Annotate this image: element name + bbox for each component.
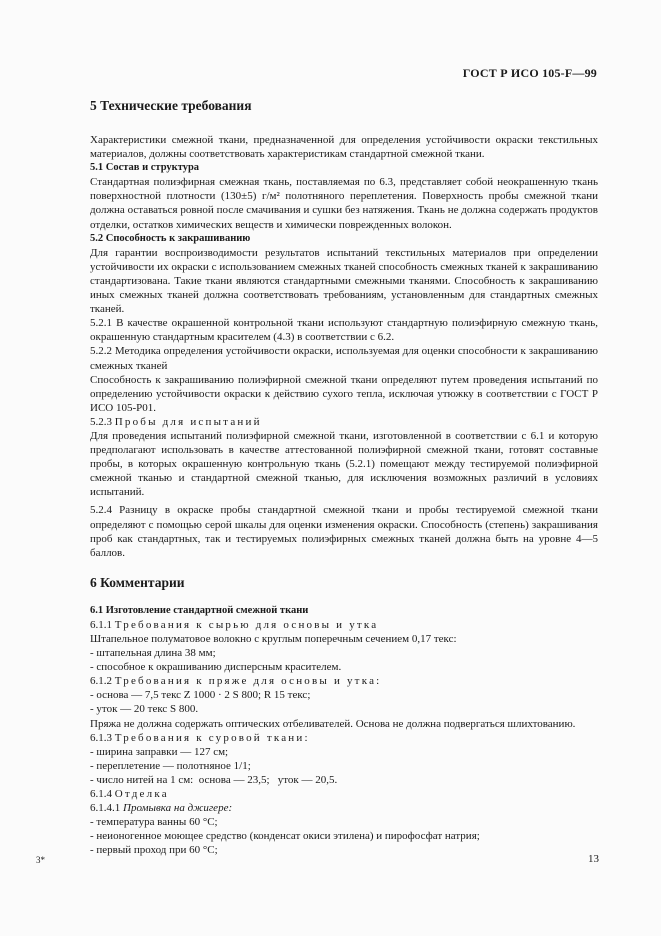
list-item: - уток — 20 текс S 800. (90, 703, 199, 716)
section-5-title: 5 Технические требования (90, 98, 252, 113)
page-number: 13 (588, 853, 599, 865)
section-5-2-3-heading (90, 415, 598, 429)
section-6-1-3-number: 6.1.3 (90, 731, 112, 744)
section-5-2-2: 5.2.2 Методика определения устойчивости окраски, используемая для оценки способности к закрашиванию смежных тканей (90, 345, 598, 372)
section-6-1-1-title: Требования к сырью для основы и утка (114, 618, 379, 631)
section-6-title: 6 Комментарии (90, 574, 185, 590)
section-6-1-3-title: Требования к суровой ткани: (114, 731, 310, 744)
section-6-1-4-number: 6.1.4 (90, 788, 112, 801)
document-header: ГОСТ Р ИСО 105-F—99 (462, 66, 597, 80)
section-5-2-1: 5.2.1 В качестве окрашенной контрольной ткани используют стандартную полиэфирную смежную ткань, окрашенную стандартным красителем (4.3) в соответствии с 6.2. (90, 317, 598, 344)
section-6-1-2-number: 6.1.2 (90, 675, 112, 688)
footer-mark: 3* (36, 855, 45, 865)
section-5-2-title: 5.2 Способность к закрашиванию (90, 232, 251, 244)
section-5-2-4: 5.2.4 Разницу в окраске пробы стандартной смежной ткани и пробы тестируемой смежной ткани определяют с помощью серой шкалы для оценки изменения окраски. Способность (степень) закрашивания проб как стандартных, так и тестируемых полиэфирных смежных тканей должна быть на уровне 4—5 баллов. (90, 504, 598, 559)
section-5-1-text: Стандартная полиэфирная смежная ткань, поставляемая по 6.3, представляет собой неокрашенную ткань поверхностной плотности (130±5) г/м² полотняного переплетения. Поверхность пробы смежной ткани должна оставаться ровной после смачивания и сушки без натяжения. Ткань не должна содержать продуктов отделки, остатков химических веществ и химически поврежденных волокон. (90, 176, 598, 231)
list-item: - первый проход при 60 °С; (90, 844, 218, 857)
section-6-1-1-heading (90, 618, 598, 632)
section-5-intro: Характеристики смежной ткани, предназначенной для определения устойчивости окраски текстильных материалов, должны соответствовать характеристикам стандартной смежной ткани. (90, 134, 598, 161)
section-5-2-3-text: Для проведения испытаний полиэфирной смежной ткани, изготовленной в соответствии с 6.1 и которую предполагают использовать в качестве аттестованной полиэфирной смежной ткани, готовят составные пробы, в которых окрашенную контрольную ткань (5.2.1) помещают между тестируемой полиэфирной смежной тканью и стандартной смежной тканью, для исключения возможных различий в условиях испытаний. (90, 429, 598, 499)
section-5-1-title: 5.1 Состав и структура (90, 162, 200, 174)
section-6-1-4-1-heading (90, 801, 598, 815)
section-6-1-2-text: Пряжа не должна содержать оптических отбеливателей. Основа не должна подвергаться шлихтованию. (90, 717, 576, 730)
section-5-2-3-title: Пробы для испытаний (114, 415, 262, 428)
section-6-1-2-title: Требования к пряже для основы и утка: (114, 675, 382, 688)
section-5-2-2-text: Способность к закрашиванию полиэфирной смежной ткани определяют путем проведения испытаний по определению устойчивости окраски к действию сухого тепла, исключая утюжку в соответствии с ГОСТ Р ИСО 105-Р01. (90, 373, 598, 414)
section-6-1-3-heading (90, 731, 598, 745)
list-item: - неионогенное моющее средство (конденсат окиси этилена) и пирофосфат натрия; (90, 830, 480, 843)
list-item: - число нитей на 1 см: основа — 23,5; уток — 20,5. (90, 773, 338, 786)
list-item: - штапельная длина 38 мм; (90, 647, 216, 660)
list-item: - ширина заправки — 127 см; (90, 745, 229, 758)
section-6-1-4-title: Отделка (114, 788, 169, 801)
section-6-1-title: 6.1 Изготовление стандартной смежной ткани (90, 604, 309, 616)
section-5-2-3-number: 5.2.3 (90, 415, 112, 428)
list-item: - переплетение — полотняное 1/1; (90, 759, 251, 772)
section-6-1-4-1-title: Промывка на джигере: (123, 802, 233, 815)
section-6-1-2-heading (90, 674, 598, 688)
list-item: - температура ванны 60 °С; (90, 816, 218, 829)
list-item: - основа — 7,5 текс Z 1000 · 2 S 800; R 15 текс; (90, 689, 311, 702)
section-6-1-1-number: 6.1.1 (90, 618, 112, 631)
section-6-1-4-heading (90, 787, 598, 801)
section-6-1-1-text: Штапельное полуматовое волокно с круглым поперечным сечением 0,17 текс: (90, 633, 457, 645)
list-item: - способное к окрашиванию дисперсным красителем. (90, 661, 342, 674)
section-5-2-text: Для гарантии воспроизводимости результатов испытаний текстильных материалов при определении устойчивости их окраски с использованием смежных тканей способность смежных тканей к закрашиванию стандартизована. Такие ткани являются стандартными смежными тканями. Способность к закрашиванию иных смежных тканей должна соответствовать требованиям, установленным для стандартных смежных тканей. (90, 246, 598, 316)
page-content (90, 98, 598, 858)
section-6-1-4-1-number: 6.1.4.1 (90, 802, 121, 815)
